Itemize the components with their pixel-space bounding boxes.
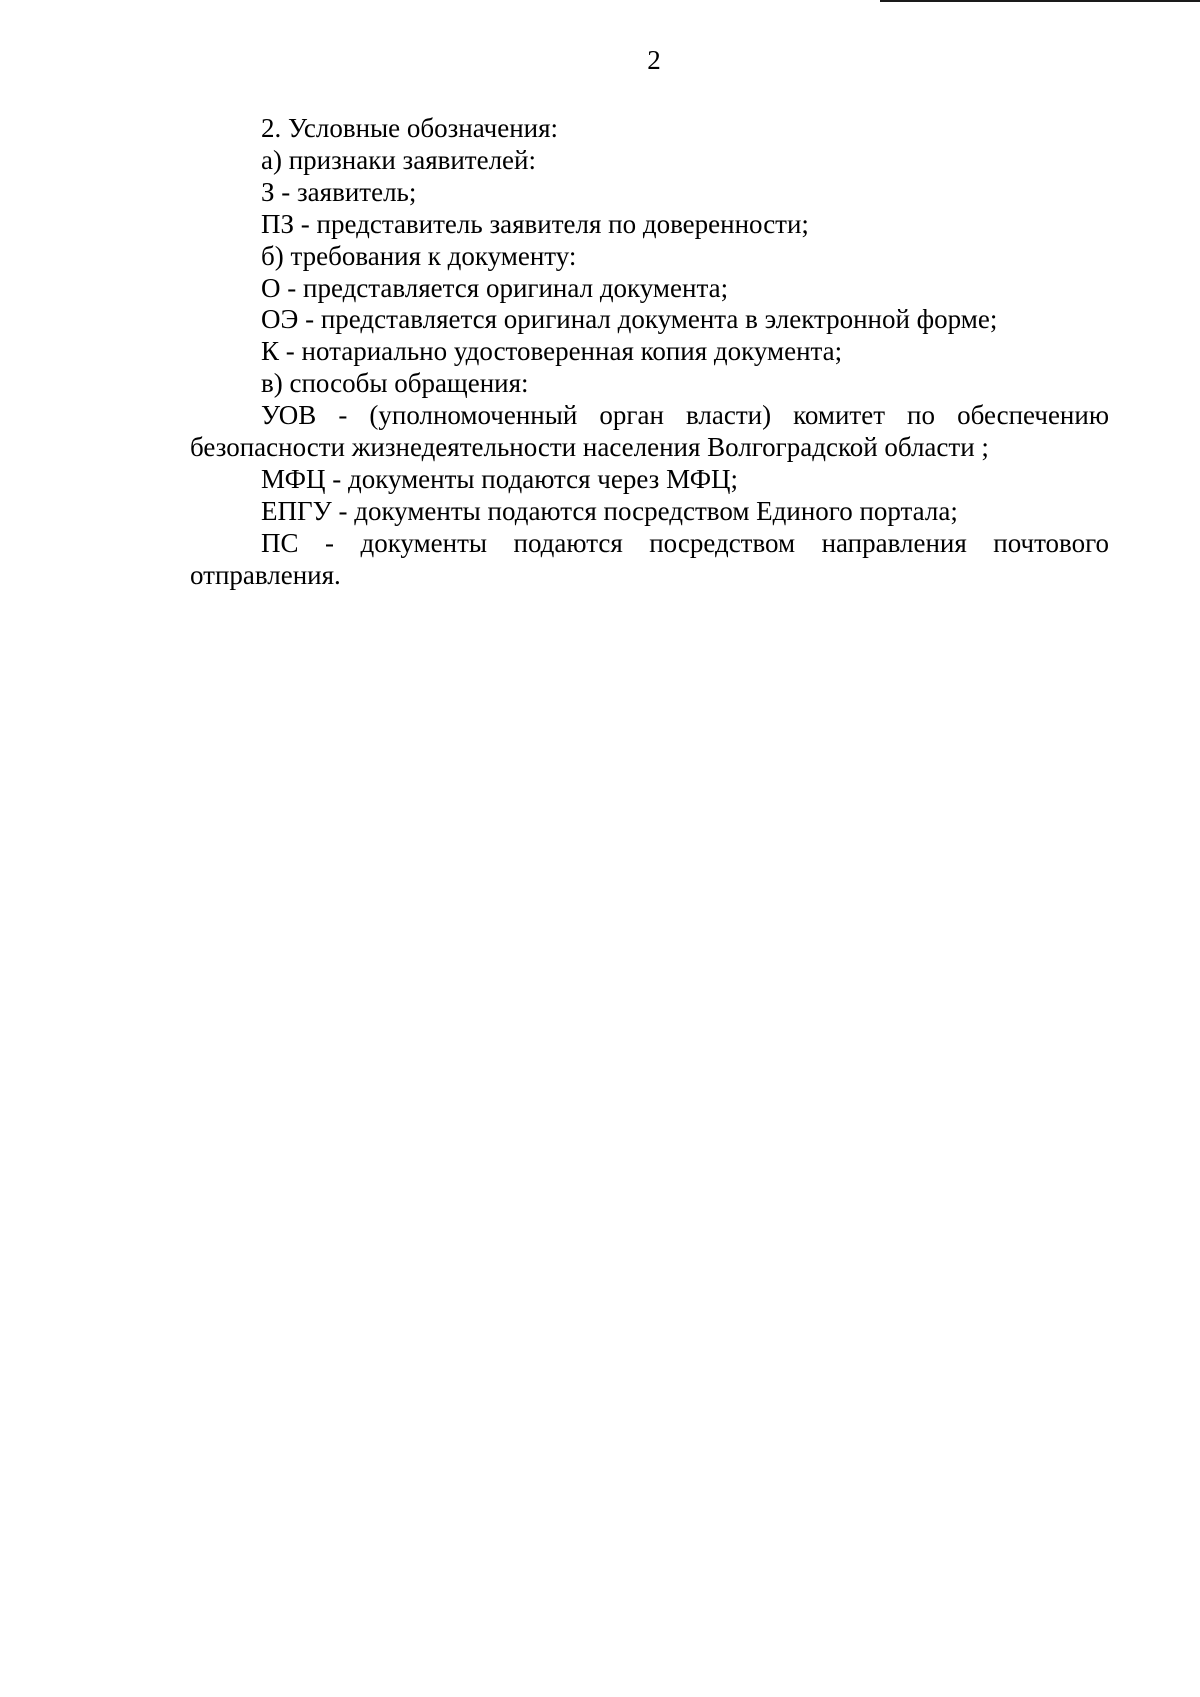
legend-item-uov: УОВ - (уполномоченный орган власти) комитет по обеспечению безопасности жизнедеятельности населения Волгоградской области ;	[190, 400, 1109, 463]
section-heading: 2. Условные обозначения:	[261, 113, 559, 143]
document-body	[190, 113, 1109, 592]
legend-item-mfc: МФЦ - документы подаются через МФЦ;	[261, 463, 739, 494]
subsection-document-requirements: б) требования к документу:	[261, 240, 577, 271]
subsection-applicant-types: а) признаки заявителей:	[261, 144, 536, 175]
legend-item-ps: ПС - документы подаются посредством направления почтового отправления.	[190, 527, 1109, 590]
page-number: 2	[647, 45, 661, 75]
scan-edge-line	[880, 0, 1200, 2]
legend-item-o: О - представляется оригинал документа;	[261, 272, 729, 303]
subsection-submission-methods: в) способы обращения:	[261, 368, 529, 399]
legend-item-epgu: ЕПГУ - документы подаются посредством Единого портала;	[261, 495, 958, 526]
legend-item-z: З - заявитель;	[261, 176, 417, 207]
legend-item-pz: ПЗ - представитель заявителя по доверенности;	[261, 208, 809, 239]
legend-item-k: К - нотариально удостоверенная копия документа;	[261, 336, 843, 367]
legend-item-oe: ОЭ - представляется оригинал документа в электронной форме;	[261, 304, 998, 335]
